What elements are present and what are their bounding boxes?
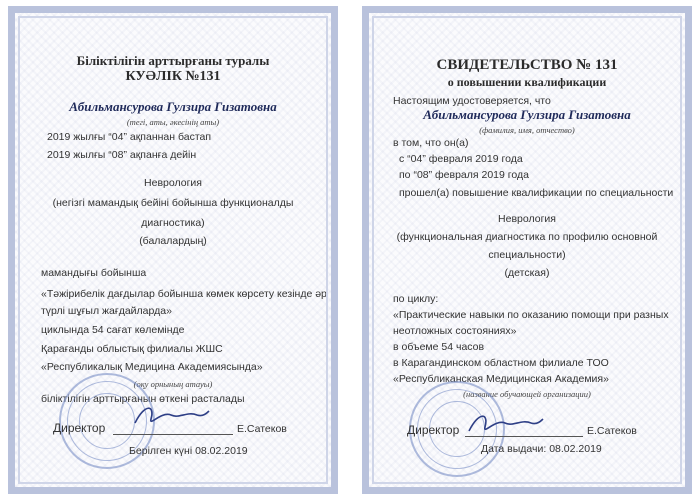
header-line1: Біліктілігін арттырғаны туралы	[76, 53, 270, 68]
signature-line	[113, 434, 233, 435]
issue-date: Берілген күні 08.02.2019	[129, 445, 248, 457]
signature-icon	[465, 409, 545, 439]
holder-name: Абильмансурова Гулзира Гизатовна	[69, 99, 277, 114]
specialty-sub3: (детская)	[504, 267, 550, 279]
issue-date: Дата выдачи: 08.02.2019	[481, 443, 602, 455]
from-date: с “04” февраля 2019 года	[399, 153, 523, 165]
specialty-sub2: диагностика)	[141, 217, 205, 229]
specialty-sub1: (негізгі мамандық бейіні бойынша функционалды	[52, 197, 294, 209]
header-line1: СВИДЕТЕЛЬСТВО № 131	[436, 57, 618, 73]
header-line2: КУӘЛІК №131	[125, 69, 221, 84]
certificate-page-russian	[362, 6, 692, 494]
program-intro: мамандығы бойынша	[41, 267, 147, 279]
certifies-line: Настоящим удостоверяется, что	[393, 95, 551, 107]
cycle-intro: по циклу:	[393, 293, 439, 305]
specialty: Неврология	[498, 213, 556, 225]
director-name: Е.Сатеков	[587, 425, 637, 437]
name-caption: (фамилия, имя, отчество)	[479, 125, 575, 135]
header-line2: о повышении квалификации	[447, 75, 607, 89]
program-line1: «Практические навыки по оказанию помощи при разных	[393, 309, 669, 321]
institution-line2: «Республикалық Медицина Академиясында»	[41, 361, 263, 373]
institution-line1: Қарағанды облыстық филиалы ЖШС	[41, 343, 223, 355]
hours: циклында 54 сағат көлемінде	[41, 324, 185, 336]
to-date: по “08” февраля 2019 года	[399, 169, 529, 181]
director-label: Директор	[53, 421, 106, 435]
that-line: в том, что он(а)	[393, 137, 469, 149]
program-line1: «Тәжірибелік дағдылар бойынша көмек көрсету кезінде әр	[41, 288, 327, 300]
program-line2: түрлі шұғыл жағдайларда»	[41, 305, 172, 317]
holder-name: Абильмансурова Гулзира Гизатовна	[423, 107, 631, 122]
specialty-sub3: (балалардың)	[139, 235, 207, 247]
institution-caption: (название обучающей организации)	[463, 389, 591, 399]
director-label: Директор	[407, 423, 460, 437]
specialty-sub2: специальности)	[488, 249, 566, 261]
institution-caption: (оқу орнының атауы)	[133, 379, 213, 389]
director-name: Е.Сатеков	[237, 423, 287, 435]
specialty: Неврология	[144, 177, 202, 189]
passed-line: прошел(а) повышение квалификации по специальности	[399, 187, 674, 199]
specialty-sub1: (функциональная диагностика по профилю основной	[396, 231, 658, 243]
institution-line1: в Карагандинском областном филиале ТОО	[393, 357, 609, 369]
program-line2: неотложных состояниях»	[393, 325, 517, 337]
hours: в объеме 54 часов	[393, 341, 485, 353]
signature-line	[465, 436, 583, 437]
certificate-page-kazakh	[8, 6, 338, 494]
institution-line2: «Республиканская Медицинская Академия»	[393, 373, 609, 385]
to-date: 2019 жылғы “08” ақпанға дейін	[47, 149, 197, 161]
confirmation: біліктілігін арттырғанын өткені расталады	[41, 393, 245, 405]
signature-icon	[131, 401, 211, 431]
from-date: 2019 жылғы “04” ақпаннан бастап	[47, 131, 212, 143]
name-caption: (тегі, аты, әкесінің аты)	[126, 117, 220, 127]
